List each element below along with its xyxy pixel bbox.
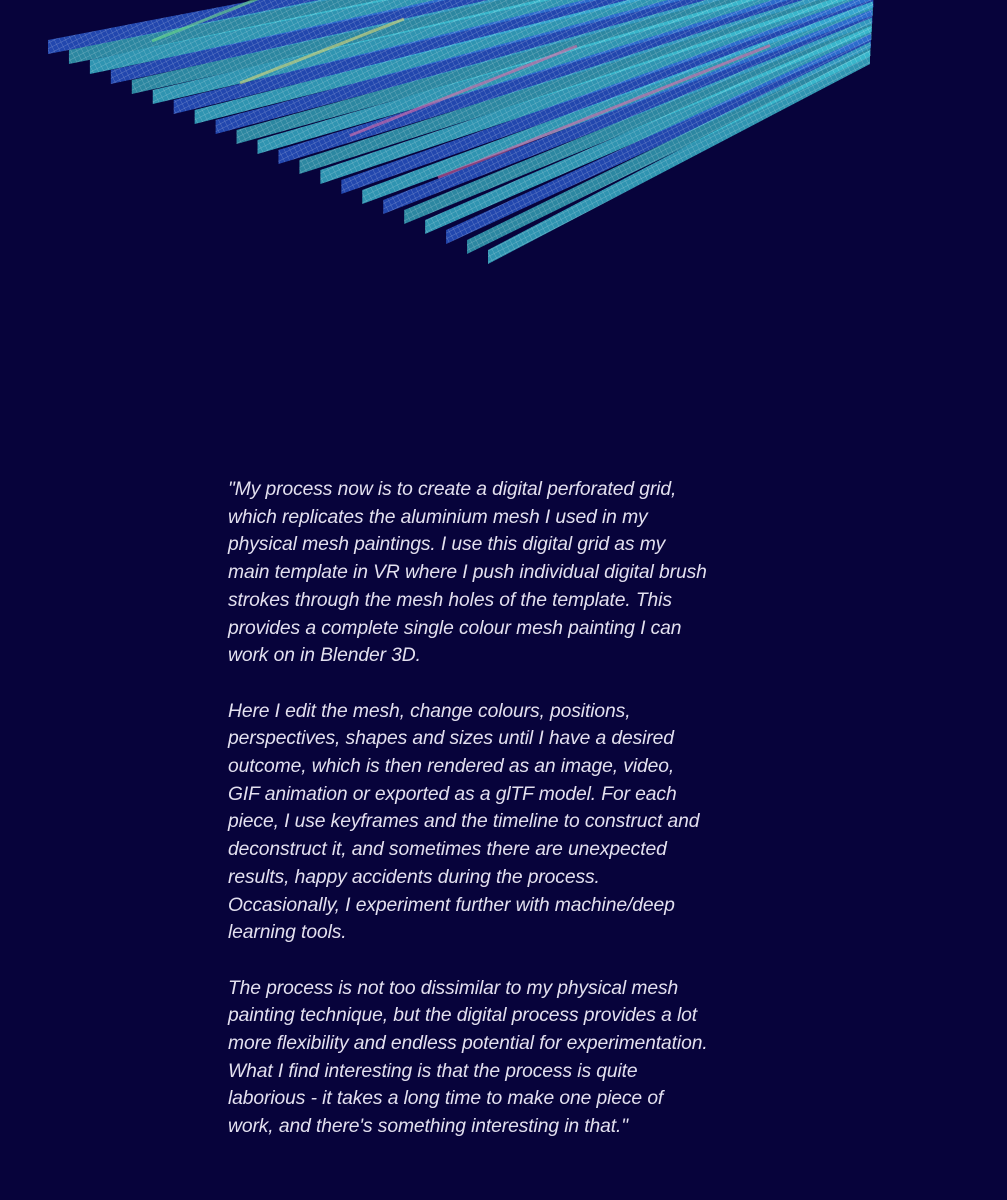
quote-line: perspectives, shapes and sizes until I have a desired [228,728,674,750]
mesh-painting-artwork [0,0,1007,300]
quote-line: outcome, which is then rendered as an image, video, [228,756,675,778]
quote-line: Occasionally, I experiment further with machine/deep [228,894,675,916]
quote-line: Here I edit the mesh, change colours, positions, [228,700,631,722]
quote-line: physical mesh paintings. I use this digital grid as my [228,534,666,556]
quote-paragraph-3 [228,975,768,1141]
quote-line: main template in VR where I push individual digital brush [228,562,707,584]
quote-line: which replicates the aluminium mesh I used in my [228,506,648,528]
quote-line: laborious - it takes a long time to make one piece of [228,1088,664,1110]
quote-line: GIF animation or exported as a glTF model. For each [228,783,677,805]
quote-line: deconstruct it, and sometimes there are unexpected [228,839,667,861]
quote-line: results, happy accidents during the process. [228,866,600,888]
quote-line: piece, I use keyframes and the timeline to construct and [228,811,700,833]
quote-line: What I find interesting is that the process is quite [228,1060,638,1082]
quote-line: provides a complete single colour mesh painting I can [228,617,682,639]
quote-line: more flexibility and endless potential for experimentation. [228,1033,708,1055]
artist-quote [228,476,768,1141]
quote-line: painting technique, but the digital process provides a lot [228,1005,698,1027]
quote-line: strokes through the mesh holes of the template. This [228,589,672,611]
quote-line: learning tools. [228,922,347,944]
quote-line: work, and there's something interesting in that." [228,1116,629,1138]
quote-line: The process is not too dissimilar to my physical mesh [228,977,679,999]
quote-paragraph-1 [228,476,768,670]
quote-line: "My process now is to create a digital perforated grid, [228,479,677,500]
mesh-strips [48,0,880,264]
quote-paragraph-2 [228,698,768,947]
quote-line: work on in Blender 3D. [228,645,421,667]
